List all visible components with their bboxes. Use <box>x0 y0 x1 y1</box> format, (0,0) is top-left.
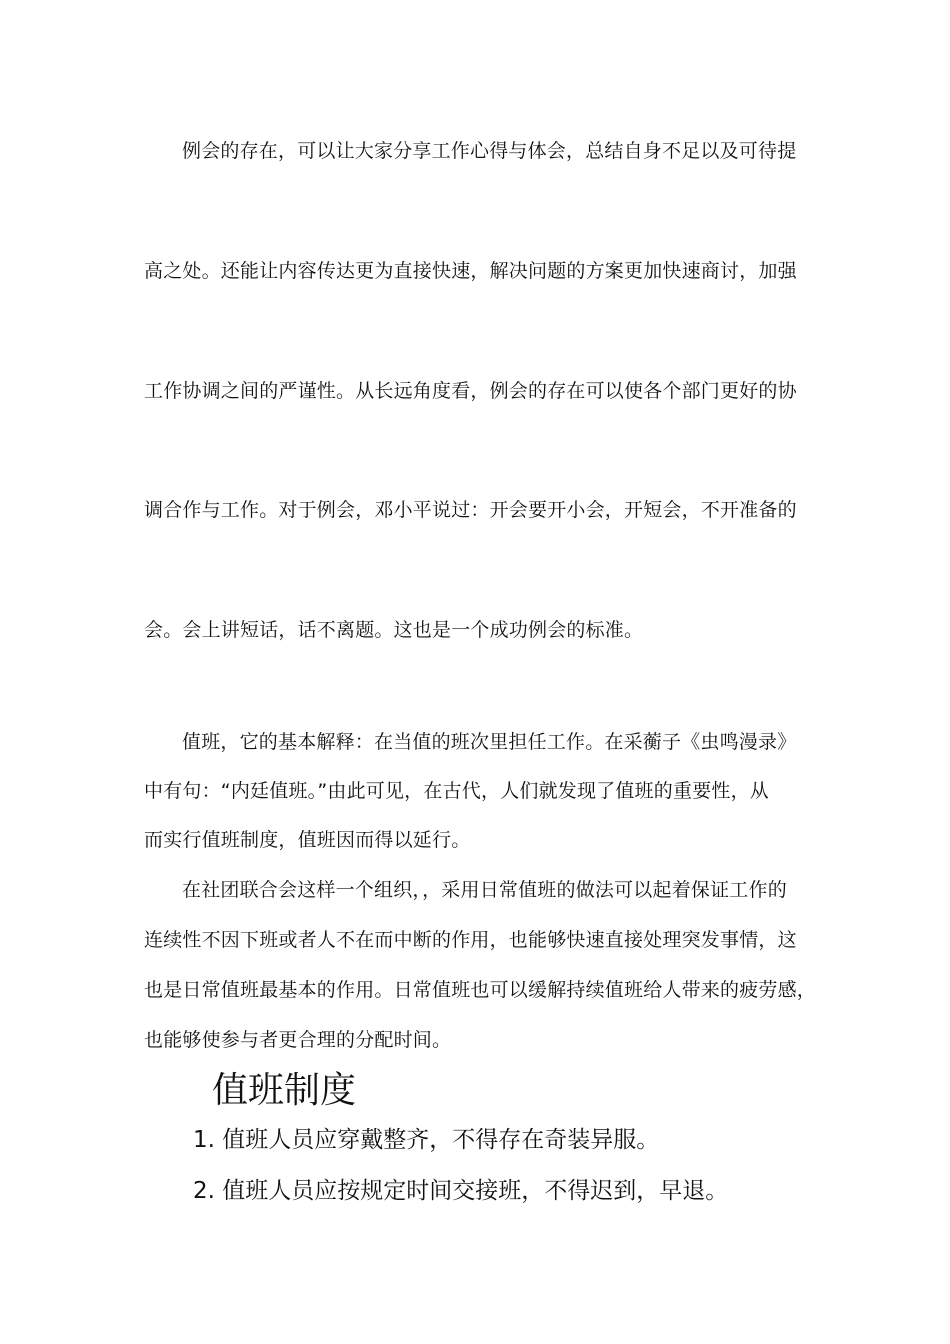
paragraph-line: 在社团联合会这样一个组织，，采用日常值班的做法可以起着保证工作的 <box>182 879 787 901</box>
paragraph-line: 连续性不因下班或者人不在而中断的作用，也能够快速直接处理突发事情，这 <box>144 929 797 951</box>
paragraph-line: 也是日常值班最基本的作用。日常值班也可以缓解持续值班给人带来的疲劳感， <box>144 979 817 1001</box>
list-item: 2. 值班人员应按规定时间交接班，不得迟到，早退。 <box>193 1178 729 1204</box>
paragraph-line: 会。会上讲短话，话不离题。这也是一个成功例会的标准。 <box>144 619 644 641</box>
paragraph-line: 中有句：“内廷值班。”由此可见，在古代，人们就发现了值班的重要性，从 <box>144 780 769 802</box>
paragraph-line: 也能够使参与者更合理的分配时间。 <box>144 1029 452 1051</box>
paragraph-line: 而实行值班制度，值班因而得以延行。 <box>144 829 471 851</box>
paragraph-line: 高之处。还能让内容传达更为直接快速，解决问题的方案更加快速商讨，加强 <box>144 260 797 282</box>
paragraph-line: 值班，它的基本解释：在当值的班次里担任工作。在采蘅子《虫鸣漫录》 <box>182 731 797 753</box>
paragraph-line: 工作协调之间的严谨性。从长远角度看，例会的存在可以使各个部门更好的协 <box>144 380 797 402</box>
list-item: 1. 值班人员应穿戴整齐，不得存在奇装异服。 <box>193 1127 660 1153</box>
section-heading: 值班制度 <box>212 1070 357 1111</box>
paragraph-line: 例会的存在，可以让大家分享工作心得与体会，总结自身不足以及可待提 <box>182 140 797 162</box>
paragraph-line: 调合作与工作。对于例会，邓小平说过：开会要开小会，开短会，不开准备的 <box>144 499 797 521</box>
